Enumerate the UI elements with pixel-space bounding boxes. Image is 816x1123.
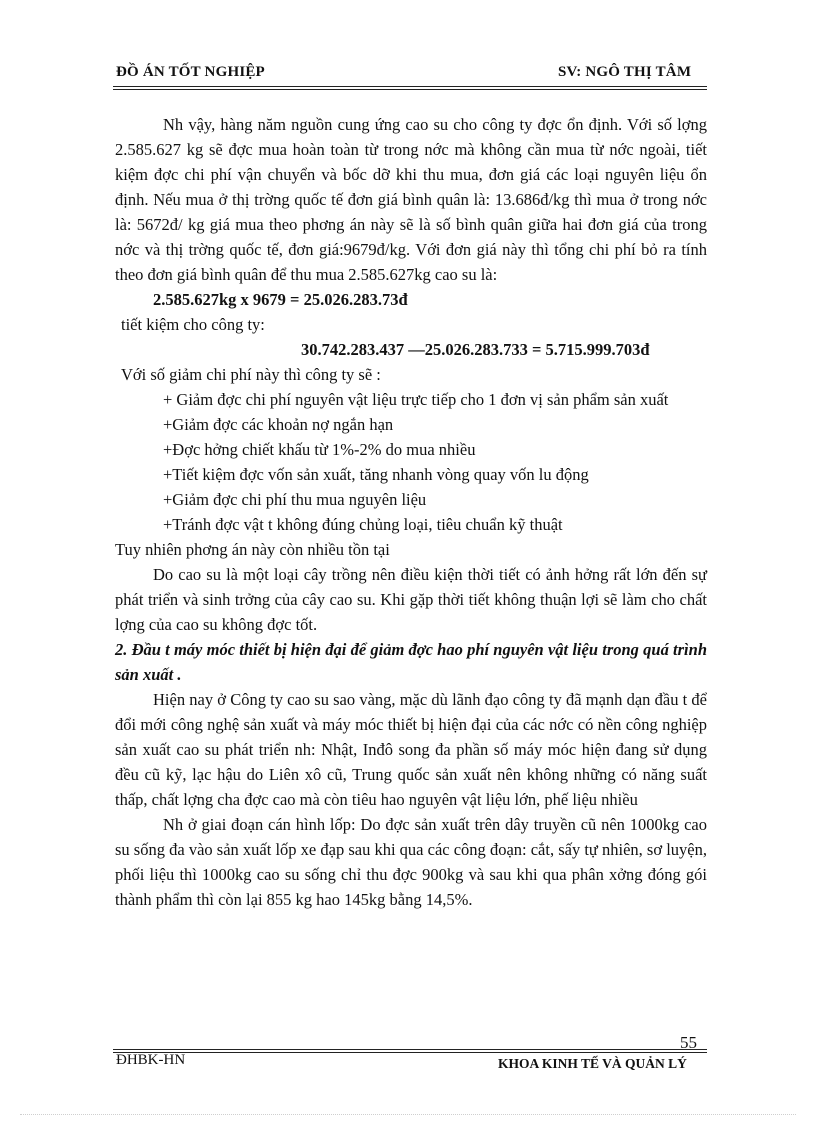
bullet-item: +Đợc hởng chiết khấu từ 1%-2% do mua nhiều bbox=[163, 440, 476, 459]
paragraph-tire-stage: Nh ở giai đoạn cán hình lốp: Do đợc sản xuất trên dây truyền cũ nên 1000kg cao su sống đa vào sản xuất lốp xe đạp sau khi qua các công đoạn: cắt, sấy tự nhiên, sơ luyện, phối liệu thì 1000kg cao su sống chỉ thu đợc 900kg và sau khi qua phân xởng đóng gói thành phẩm thì còn lại 855 kg hao 145kg bằng 14,5%. bbox=[115, 815, 707, 909]
bullet-item: +Tránh đợc vật t không đúng chủng loại, tiêu chuẩn kỹ thuật bbox=[163, 515, 563, 534]
footer-right: KHOA KINH TẾ VÀ QUẢN LÝ bbox=[498, 1056, 687, 1071]
page-edge-dots bbox=[20, 1114, 796, 1115]
paragraph-machinery: Hiện nay ở Công ty cao su sao vàng, mặc dù lãnh đạo công ty đã mạnh dạn đầu t để đổi mới công nghệ sản xuất và máy móc thiết bị hiện đại của các nớc có nền công nghiệp sản xuất cao su phát triển nh: Nhật, Inđô song đa phần số máy móc hiện đang sử dụng đều cũ kỹ, lạc hậu do Liên xô cũ, Trung quốc sản xuất nên không những có năng suất thấp, chất lợng cha đợc cao mà còn tiêu hao nguyên vật liệu lớn, phế liệu nhiều bbox=[115, 690, 707, 809]
bullet-item: +Giảm đợc các khoản nợ ngắn hạn bbox=[163, 415, 394, 434]
footer-rule bbox=[113, 1049, 707, 1050]
header-rule bbox=[113, 86, 707, 87]
equation-total-cost: 2.585.627kg x 9679 = 25.026.283.73đ bbox=[153, 290, 408, 309]
header-right: SV: NGÔ THỊ TÂM bbox=[558, 64, 692, 80]
paragraph-weather: Do cao su là một loại cây trồng nên điều kiện thời tiết có ảnh hởng rất lớn đến sự phát triển và sinh trởng của cây cao su. Khi gặp thời tiết không thuận lợi sẽ làm cho chất lợng của cao su không đợc tốt. bbox=[115, 565, 707, 634]
bullet-item: +Giảm đợc chi phí thu mua nguyên liệu bbox=[163, 490, 427, 509]
document-body bbox=[115, 112, 707, 912]
paragraph-supply: Nh vậy, hàng năm nguồn cung ứng cao su cho công ty đợc ổn định. Với số lợng 2.585.627 kg sẽ đợc mua hoàn toàn từ trong nớc mà không cần mua từ nớc ngoài, tiết kiệm đợc chi phí vận chuyển và bốc dỡ khi thu mua, đơn giá các loại nguyên liệu ổn định. Nếu mua ở thị trờng quốc tế đơn giá bình quân là: 13.686đ/kg thì mua ở trong nớc là: 5672đ/ kg giá mua theo phơng án này sẽ là số bình quân giữa hai đơn giá của trong nớc và thị trờng quốc tế, đơn giá:9679đ/kg. Với đơn giá này thì tổng chi phí bỏ ra tính theo đơn giá bình quân để thu mua 2.585.627kg cao su là: bbox=[115, 115, 707, 284]
bullet-item: + Giảm đợc chi phí nguyên vật liệu trực tiếp cho 1 đơn vị sản phẩm sản xuất bbox=[163, 390, 669, 409]
savings-label: tiết kiệm cho công ty: bbox=[121, 315, 265, 334]
header-left: ĐỒ ÁN TỐT NGHIỆP bbox=[116, 64, 265, 80]
section-heading: 2. Đầu t máy móc thiết bị hiện đại để giảm đợc hao phí nguyên vật liệu trong quá trình sản xuất . bbox=[115, 640, 707, 684]
reduce-intro: Với số giảm chi phí này thì công ty sẽ : bbox=[121, 365, 381, 384]
footer-rule-thin bbox=[113, 1052, 707, 1053]
footer-left: ĐHBK-HN bbox=[116, 1052, 186, 1068]
header-rule-thin bbox=[113, 89, 707, 90]
equation-savings: 30.742.283.437 —25.026.283.733 = 5.715.999.703đ bbox=[301, 340, 650, 359]
page-number: 55 bbox=[680, 1033, 697, 1052]
however-line: Tuy nhiên phơng án này còn nhiều tồn tại bbox=[115, 540, 390, 559]
bullet-item: +Tiết kiệm đợc vốn sản xuất, tăng nhanh vòng quay vốn lu động bbox=[163, 465, 589, 484]
